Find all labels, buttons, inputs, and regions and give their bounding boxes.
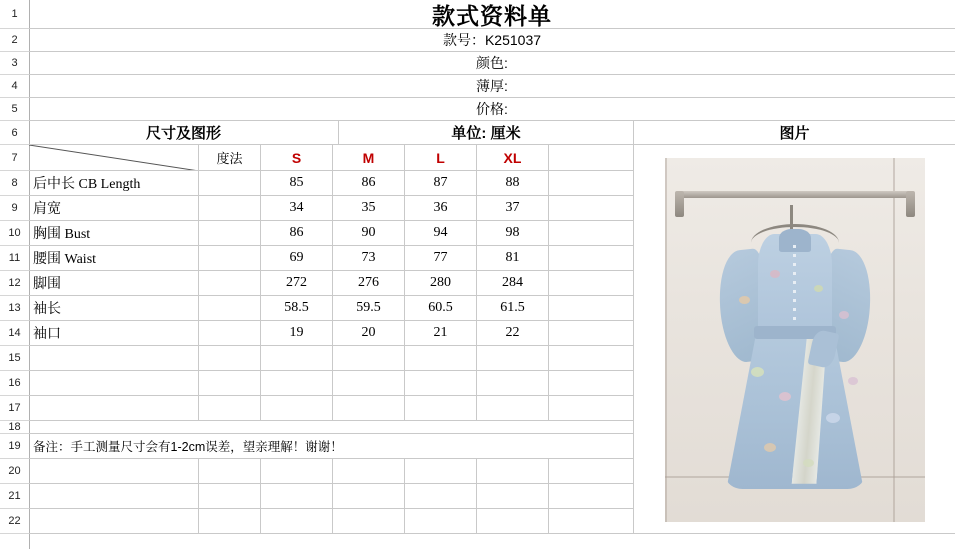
- empty-cell-r15-c5: [405, 346, 477, 371]
- row-header-16[interactable]: 16: [0, 371, 29, 396]
- measure-method-6: [199, 321, 261, 346]
- product-photo: [665, 158, 925, 522]
- measure-method-0: [199, 171, 261, 196]
- measure-value-1-xl: 37: [477, 196, 549, 221]
- spacer-cell-r12: [549, 271, 634, 296]
- measure-value-1-m: 35: [333, 196, 405, 221]
- empty-cell-r15-c2: [199, 346, 261, 371]
- empty-cell-r21-c7: [549, 484, 634, 509]
- row-header-gutter: [0, 0, 30, 549]
- spacer-cell-r7: [549, 145, 634, 171]
- measure-value-5-s: 58.5: [261, 296, 333, 321]
- empty-cell-r20-c4: [333, 459, 405, 484]
- row-header-11[interactable]: 11: [0, 246, 29, 271]
- row-header-17[interactable]: 17: [0, 396, 29, 421]
- measure-value-1-s: 34: [261, 196, 333, 221]
- row-header-13[interactable]: 13: [0, 296, 29, 321]
- measure-value-0-s: 85: [261, 171, 333, 196]
- empty-cell-r17-c1: [29, 396, 199, 421]
- row-header-12[interactable]: 12: [0, 271, 29, 296]
- row-header-3[interactable]: 3: [0, 52, 29, 75]
- measure-method-1: [199, 196, 261, 221]
- empty-cell-r15-c4: [333, 346, 405, 371]
- row-header-22[interactable]: 22: [0, 509, 29, 534]
- measure-name-3: 腰围 Waist: [29, 246, 199, 271]
- measure-value-3-l: 77: [405, 246, 477, 271]
- empty-cell-r22-c6: [477, 509, 549, 534]
- empty-cell-r17-c2: [199, 396, 261, 421]
- empty-cell-r21-c2: [199, 484, 261, 509]
- row-header-18[interactable]: 18: [0, 421, 29, 434]
- measure-method-5: [199, 296, 261, 321]
- price-row: 价格:: [29, 98, 955, 121]
- empty-cell-r17-c7: [549, 396, 634, 421]
- sheet-grid: [29, 0, 955, 549]
- color-row: 颜色:: [29, 52, 955, 75]
- spacer-cell-r13: [549, 296, 634, 321]
- empty-cell-r21-c6: [477, 484, 549, 509]
- measure-value-3-m: 73: [333, 246, 405, 271]
- measure-value-1-l: 36: [405, 196, 477, 221]
- row-header-6[interactable]: 6: [0, 121, 29, 145]
- empty-cell-r16-c3: [261, 371, 333, 396]
- row-header-15[interactable]: 15: [0, 346, 29, 371]
- empty-cell-r20-c2: [199, 459, 261, 484]
- empty-cell-r16-c2: [199, 371, 261, 396]
- measure-value-6-m: 20: [333, 321, 405, 346]
- measure-value-4-m: 276: [333, 271, 405, 296]
- remark-row: 备注：手工测量尺寸会有1-2cm误差，望亲理解！谢谢！: [29, 434, 634, 459]
- row-header-8[interactable]: 8: [0, 171, 29, 196]
- measure-method-4: [199, 271, 261, 296]
- empty-cell-r16-c5: [405, 371, 477, 396]
- empty-cell-r16-c7: [549, 371, 634, 396]
- empty-cell-r17-c6: [477, 396, 549, 421]
- measure-method-2: [199, 221, 261, 246]
- row-header-1[interactable]: 1: [0, 0, 29, 29]
- empty-cell-r17-c3: [261, 396, 333, 421]
- measure-value-4-l: 280: [405, 271, 477, 296]
- dress-buttons: [793, 245, 796, 332]
- empty-cell-r15-c6: [477, 346, 549, 371]
- empty-cell-r16-c4: [333, 371, 405, 396]
- empty-cell-r16-c6: [477, 371, 549, 396]
- size-header-xl: XL: [477, 145, 549, 171]
- measure-name-4: 脚围: [29, 271, 199, 296]
- row-header-21[interactable]: 21: [0, 484, 29, 509]
- measure-value-5-xl: 61.5: [477, 296, 549, 321]
- row-header-19[interactable]: 19: [0, 434, 29, 459]
- empty-cell-r22-c4: [333, 509, 405, 534]
- row-header-20[interactable]: 20: [0, 459, 29, 484]
- empty-cell-r21-c4: [333, 484, 405, 509]
- measure-value-2-s: 86: [261, 221, 333, 246]
- empty-cell-r22-c3: [261, 509, 333, 534]
- measure-name-6: 袖口: [29, 321, 199, 346]
- empty-cell-r16-c1: [29, 371, 199, 396]
- empty-cell-r17-c5: [405, 396, 477, 421]
- section-photo-title: 图片: [634, 121, 955, 145]
- spacer-cell-r14: [549, 321, 634, 346]
- empty-cell-r20-c3: [261, 459, 333, 484]
- empty-cell-r22-c5: [405, 509, 477, 534]
- row-header-14[interactable]: 14: [0, 321, 29, 346]
- section-unit-title: 单位: 厘米: [339, 121, 634, 145]
- empty-cell-r15-c1: [29, 346, 199, 371]
- empty-cell-r20-c7: [549, 459, 634, 484]
- spacer-cell-r9: [549, 196, 634, 221]
- spacer-cell-r8: [549, 171, 634, 196]
- measure-value-0-xl: 88: [477, 171, 549, 196]
- row-header-9[interactable]: 9: [0, 196, 29, 221]
- row-header-5[interactable]: 5: [0, 98, 29, 121]
- measure-value-5-m: 59.5: [333, 296, 405, 321]
- measure-name-1: 肩宽: [29, 196, 199, 221]
- measure-value-2-l: 94: [405, 221, 477, 246]
- dress: [717, 234, 873, 489]
- empty-cell-r17-c4: [333, 396, 405, 421]
- empty-cell-r22-c1: [29, 509, 199, 534]
- page-title: 款式资料单: [29, 0, 955, 29]
- measure-value-6-s: 19: [261, 321, 333, 346]
- product-photo-image: [665, 158, 925, 522]
- thickness-row: 薄厚:: [29, 75, 955, 98]
- measure-value-4-xl: 284: [477, 271, 549, 296]
- empty-cell-r21-c3: [261, 484, 333, 509]
- empty-cell-r22-c2: [199, 509, 261, 534]
- measure-method-3: [199, 246, 261, 271]
- style-number: [29, 29, 955, 52]
- diagonal-header-border: [29, 145, 199, 171]
- measure-value-3-s: 69: [261, 246, 333, 271]
- measure-value-2-xl: 98: [477, 221, 549, 246]
- section-size-title: 尺寸及图形: [29, 121, 339, 145]
- spacer-cell-r10: [549, 221, 634, 246]
- empty-cell-r15-c7: [549, 346, 634, 371]
- measure-value-5-l: 60.5: [405, 296, 477, 321]
- measure-value-4-s: 272: [261, 271, 333, 296]
- measure-value-6-l: 21: [405, 321, 477, 346]
- empty-cell-r21-c5: [405, 484, 477, 509]
- measure-name-5: 袖长: [29, 296, 199, 321]
- method-header: 度法: [199, 145, 261, 171]
- measure-value-2-m: 90: [333, 221, 405, 246]
- measure-value-6-xl: 22: [477, 321, 549, 346]
- measure-value-3-xl: 81: [477, 246, 549, 271]
- empty-cell-r15-c3: [261, 346, 333, 371]
- measure-value-0-m: 86: [333, 171, 405, 196]
- clothes-rail: [681, 191, 910, 198]
- row-header-2[interactable]: 2: [0, 29, 29, 52]
- empty-cell-r20-c1: [29, 459, 199, 484]
- size-header-l: L: [405, 145, 477, 171]
- empty-cell-r20-c6: [477, 459, 549, 484]
- row-header-7[interactable]: 7: [0, 145, 29, 171]
- row-header-4[interactable]: 4: [0, 75, 29, 98]
- empty-cell-r20-c5: [405, 459, 477, 484]
- row-header-10[interactable]: 10: [0, 221, 29, 246]
- spacer-cell-r11: [549, 246, 634, 271]
- size-header-s: S: [261, 145, 333, 171]
- empty-cell-r21-c1: [29, 484, 199, 509]
- empty-row-18: [29, 421, 634, 434]
- empty-cell-r22-c7: [549, 509, 634, 534]
- size-header-m: M: [333, 145, 405, 171]
- measure-name-2: 胸围 Bust: [29, 221, 199, 246]
- style-number-text: 款号：K251037: [442, 32, 542, 48]
- measure-value-0-l: 87: [405, 171, 477, 196]
- measure-name-0: 后中长 CB Length: [29, 171, 199, 196]
